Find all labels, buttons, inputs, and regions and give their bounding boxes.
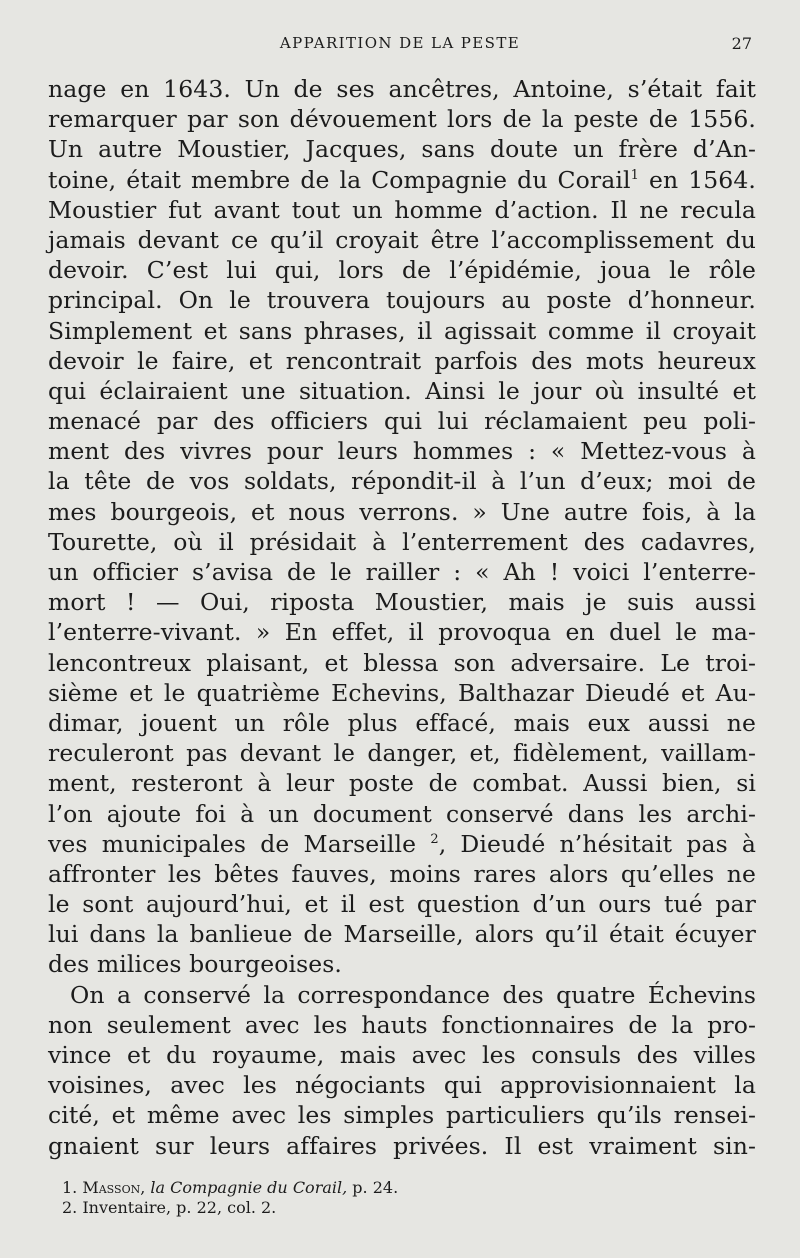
body-text (48, 74, 756, 1161)
text-line: non seulement avec les hauts fonctionnaires de la pro- (48, 1010, 756, 1039)
footnote-ref-1[interactable]: 1 (630, 167, 639, 183)
text-line: ment des vivres pour leurs hommes : « Mettez-vous à (48, 437, 756, 466)
text-line: nage en 1643. Un de ses ancêtres, Antoine, s’était fait (48, 75, 756, 103)
text-line: dimar, jouent un rôle plus effacé, mais eux aussi ne (48, 708, 756, 737)
text-line: Moustier fut avant tout un homme d’action. Il ne recula (48, 195, 756, 224)
text-line: lui dans la banlieue de Marseille, alors qu’il était écuyer (48, 920, 756, 949)
text-line: Simplement et sans phrases, il agissait comme il croyait (48, 316, 756, 345)
text-line: voisines, avec les négociants qui approvisionnaient la (48, 1071, 756, 1100)
page-number: 27 (731, 34, 752, 53)
text-line: ment, resteront à leur poste de combat. Aussi bien, si (48, 769, 756, 798)
text-line: devoir. C’est lui qui, lors de l’épidémie, joua le rôle (48, 256, 756, 285)
text-line: mort ! — Oui, riposta Moustier, mais je suis aussi (48, 588, 756, 617)
text-line: lencontreux plaisant, et blessa son adversaire. Le troi- (48, 648, 756, 677)
text-line: la tête de vos soldats, répondit-il à l’un d’eux; moi de (48, 467, 756, 496)
text-line: gnaient sur leurs affaires privées. Il est vraiment sin- (48, 1131, 756, 1160)
text-line: jamais devant ce qu’il croyait être l’accomplissement du (48, 225, 756, 254)
text-line: l’on ajoute foi à un document conservé dans les archi- (48, 799, 756, 828)
footnote-1: 1. Masson, la Compagnie du Corail, p. 24. (62, 1178, 399, 1197)
text-line: toine, était membre de la Compagnie du Corail$^1$ en 1564. (48, 165, 756, 194)
text-line: reculeront pas devant le danger, et, fidèlement, vaillam- (48, 739, 756, 768)
text-line: le sont aujourd’hui, et il est question d’un ours tué par (48, 890, 756, 919)
text-line: devoir le faire, et rencontrait parfois des mots heureux (48, 346, 756, 375)
page-header (40, 34, 760, 58)
text-line: Tourette, où il présidait à l’enterrement des cadavres, (48, 527, 756, 556)
text-line: sième et le quatrième Echevins, Balthazar Dieudé et Au- (48, 678, 756, 707)
text-line: ves municipales de Marseille $^2$, Dieudé n’hésitait pas à (48, 829, 756, 858)
text-line: principal. On le trouvera toujours au poste d’honneur. (48, 286, 756, 315)
text-line: des milices bourgeoises. (48, 950, 342, 979)
footnote-2: 2. Inventaire, p. 22, col. 2. (62, 1198, 277, 1217)
text-line: cité, et même avec les simples particuliers qu’ils rensei- (48, 1101, 756, 1130)
text-line: Un autre Moustier, Jacques, sans doute un frère d’An- (48, 135, 756, 164)
text-line: remarquer par son dévouement lors de la peste de 1556. (48, 105, 756, 134)
footnote-ref-2[interactable]: 2 (430, 831, 439, 847)
paragraph-first-line: On a conservé la correspondance des quatre Échevins (70, 980, 756, 1009)
running-title: APPARITION DE LA PESTE (279, 34, 521, 52)
text-line: l’enterre-vivant. » En effet, il provoqua en duel le ma- (48, 618, 756, 647)
text-line: qui éclairaient une situation. Ainsi le jour où insulté et (48, 376, 756, 405)
text-line: menacé par des officiers qui lui réclamaient peu poli- (48, 407, 756, 436)
text-line: vince et du royaume, mais avec les consuls des villes (48, 1041, 756, 1069)
text-line: mes bourgeois, et nous verrons. » Une autre fois, à la (48, 497, 756, 526)
footnotes (62, 1178, 762, 1218)
text-line: un officier s’avisa de le railler : « Ah ! voici l’enterre- (48, 558, 756, 586)
text-line: affronter les bêtes fauves, moins rares alors qu’elles ne (48, 859, 756, 888)
